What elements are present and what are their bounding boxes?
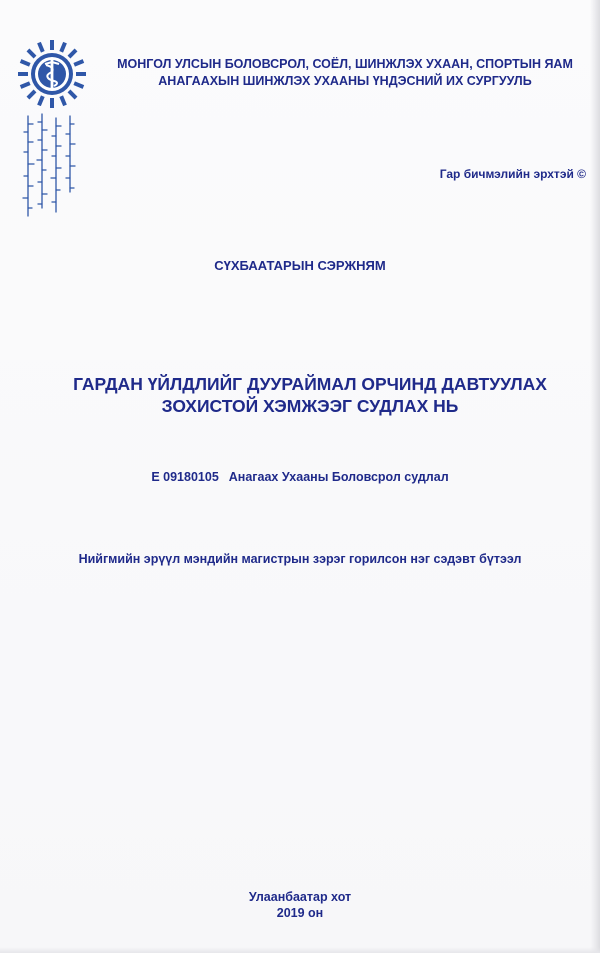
place-and-year <box>0 889 600 921</box>
thesis-title-line-2: ЗОХИСТОЙ ХЭМЖЭЭГ СУДЛАХ НЬ <box>161 396 459 416</box>
university-name: АНАГААХЫН ШИНЖЛЭХ УХААНЫ ҮНДЭСНИЙ ИХ СУРГУУЛЬ <box>158 74 532 88</box>
specialty-name: Анагаах Ухааны Боловсрол судлал <box>228 470 449 484</box>
year: 2019 он <box>276 906 324 920</box>
thesis-title <box>20 373 600 417</box>
institution-header <box>96 56 594 90</box>
copyright-notice: Гар бичмэлийн эрхтэй © <box>439 167 586 181</box>
city: Улаанбаатар хот <box>248 890 352 904</box>
author-name: СҮХБААТАРЫН СЭРЖНЯМ <box>214 258 386 273</box>
paper-bottom-shadow <box>0 947 600 953</box>
paper-edge-shadow <box>590 0 600 953</box>
thesis-title-line-1: ГАРДАН ҮЙЛДЛИЙГ ДУУРАЙМАЛ ОРЧИНД ДАВТУУЛАХ <box>73 374 547 394</box>
specialty-code: Е 09180105 <box>151 470 219 484</box>
mongolian-script-emblem <box>18 112 80 222</box>
ministry-name: МОНГОЛ УЛСЫН БОЛОВСРОЛ, СОЁЛ, ШИНЖЛЭХ УХААН, СПОРТЫН ЯАМ <box>117 57 573 71</box>
degree-statement: Нийгмийн эрүүл мэндийн магистрын зэрэг горилсон нэг сэдэвт бүтээл <box>78 552 522 566</box>
university-emblem-icon <box>16 38 88 110</box>
specialty-line <box>0 470 600 484</box>
